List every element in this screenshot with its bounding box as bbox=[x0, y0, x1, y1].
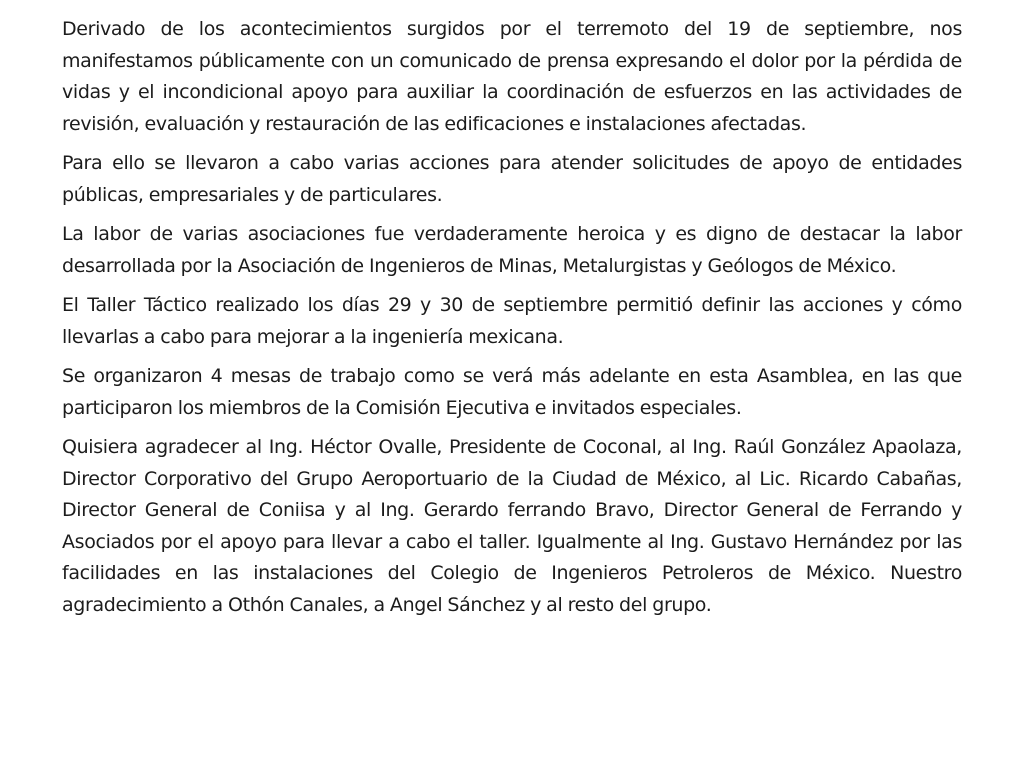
paragraph-asociaciones: La labor de varias asociaciones fue verdaderamente heroica y es digno de destacar la labor desarrollada por la Asociación de Ingenieros de Minas, Metalurgistas y Geólogos de México. bbox=[62, 223, 962, 277]
paragraph-acciones: Para ello se llevaron a cabo varias acciones para atender solicitudes de apoyo de entidades públicas, empresariales y de particulares. bbox=[62, 152, 962, 206]
paragraph-agradecimientos: Quisiera agradecer al Ing. Héctor Ovalle, Presidente de Coconal, al Ing. Raúl González Apaolaza, Director Corporativo del Grupo Aeroportuario de la Ciudad de México, al Lic. Ricardo Cabañas, Director General de Coniisa y al Ing. Gerardo ferrando Bravo, Director General de Ferrando y Asociados por el apoyo para llevar a cabo el taller. Igualmente al Ing. Gustavo Hernández por las facilidades en las instalaciones del Colegio de Ingenieros Petroleros de México. Nuestro agradecimiento a Othón Canales, a Angel Sánchez y al resto del grupo. bbox=[62, 436, 962, 616]
slide-body bbox=[62, 14, 962, 629]
paragraph-mesas-de-trabajo: Se organizaron 4 mesas de trabajo como se verá más adelante en esta Asamblea, en las que participaron los miembros de la Comisión Ejecutiva e invitados especiales. bbox=[62, 365, 962, 419]
paragraph-terremoto: Derivado de los acontecimientos surgidos por el terremoto del 19 de septiembre, nos manifestamos públicamente con un comunicado de prensa expresando el dolor por la pérdida de vidas y el incondicional apoyo para auxiliar la coordinación de esfuerzos en las actividades de revisión, evaluación y restauración de las edificaciones e instalaciones afectadas. bbox=[62, 18, 962, 135]
paragraph-taller-tactico: El Taller Táctico realizado los días 29 y 30 de septiembre permitió definir las acciones y cómo llevarlas a cabo para mejorar a la ingeniería mexicana. bbox=[62, 294, 962, 348]
